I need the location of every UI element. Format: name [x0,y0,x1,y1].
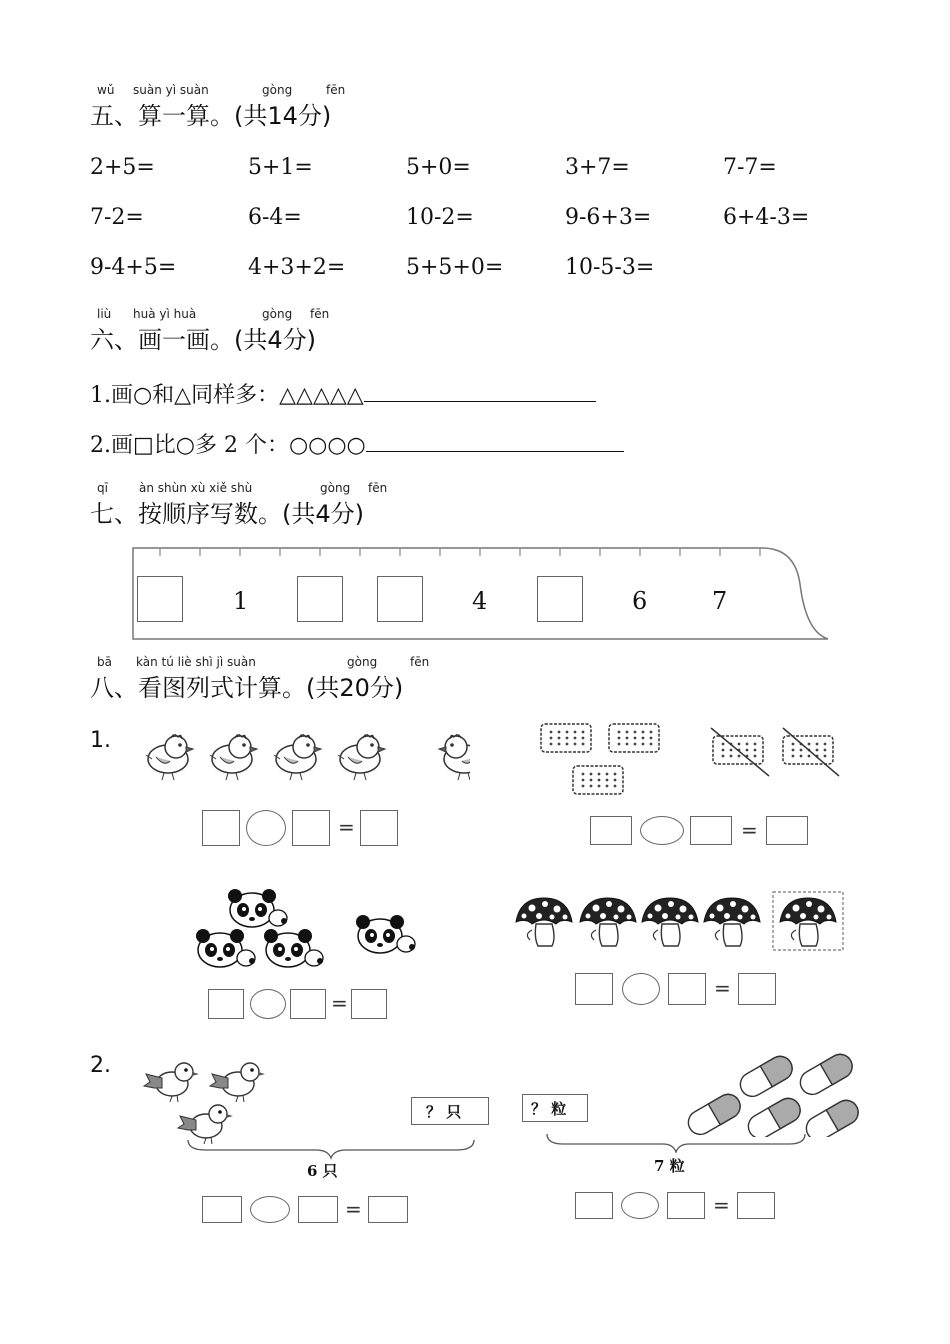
panda-icon [356,915,415,953]
pinyin-fen: fēn [410,655,430,669]
answer-line[interactable] [364,383,596,402]
equation: 9-4+5= [90,255,177,280]
panda-icon [264,929,323,967]
question-1-label: 1. [90,728,111,753]
answer-box[interactable] [208,989,244,1019]
mushroom-icon [704,898,760,946]
pinyin-suan-yi-suan: suàn yì suàn [133,83,209,97]
pills-picture [680,1052,860,1137]
operator-circle[interactable] [250,1196,290,1223]
pill-icon [744,1094,804,1137]
chick-icon [210,735,257,780]
section6-title: 六、画一画。(共4分) [90,326,316,354]
operator-circle[interactable] [640,816,684,845]
pill-question-box [522,1094,588,1122]
answer-box[interactable] [590,816,632,845]
pinyin-fen: fēn [368,481,388,495]
pill-total-label: 7 粒 [654,1157,685,1175]
equation: 6-4= [248,205,302,230]
equals-sign: = [331,991,348,1015]
ruler-answer-box[interactable] [377,576,423,622]
answer-box[interactable] [668,973,706,1005]
pinyin-kan-tu-lie-shi-ji-suan: kàn tú liè shì jì suàn [136,655,256,669]
section5-title: 五、算一算。(共14分) [90,102,332,130]
equation: 4+3+2= [248,255,346,280]
panda-icon [196,929,255,967]
panda-icon [228,889,287,927]
answer-box[interactable] [575,973,613,1005]
bird-brace [186,1138,476,1160]
equation: 10-5-3= [565,255,655,280]
cracker-icon [609,724,659,752]
ruler [130,544,830,642]
operator-circle[interactable] [621,1192,659,1219]
bird-icon [144,1063,199,1102]
pill-icon [736,1052,796,1101]
equation: 9-6+3= [565,205,652,230]
ruler-number-6: 6 [632,587,648,615]
chick-icon [338,735,385,780]
bird-question-box [411,1097,489,1125]
chick-icon [274,735,321,780]
answer-box[interactable] [202,810,240,846]
pill-icon [796,1052,856,1099]
equation: 2+5= [90,155,155,180]
mushroom-icon [642,898,698,946]
draw-item-1 [90,378,596,409]
equation: 5+1= [248,155,313,180]
section8-title: 八、看图列式计算。(共20分) [90,674,404,702]
pinyin-wu: wǔ [97,83,115,97]
pill-icon [684,1090,744,1137]
pill-question-label: ？ 粒 [531,1100,567,1118]
equation: 7-2= [90,205,144,230]
mushroom-icon [516,898,572,946]
answer-box[interactable] [738,973,776,1005]
ruler-answer-box[interactable] [297,576,343,622]
draw-item-2 [90,428,624,459]
draw-item-1-text: 1.画○和△同样多：△△△△△ [90,383,364,408]
pinyin-fen: fēn [326,83,346,97]
chick-icon [439,735,470,780]
answer-box[interactable] [690,816,732,845]
pinyin-gong: gòng [262,83,293,97]
equation: 10-2= [406,205,474,230]
equation: 5+5+0= [406,255,504,280]
answer-box[interactable] [360,810,398,846]
equals-sign: = [713,1193,730,1217]
pill-icon [802,1096,860,1137]
crackers-picture [535,720,845,805]
answer-box[interactable] [298,1196,338,1223]
pinyin-fen: fēn [310,307,330,321]
equation: 5+0= [406,155,471,180]
answer-box[interactable] [292,810,330,846]
mushroom-icon [580,898,636,946]
equation: 7-7= [723,155,777,180]
mushrooms-picture [510,890,850,952]
bird-icon [210,1063,265,1102]
answer-box[interactable] [351,989,387,1019]
answer-box[interactable] [368,1196,408,1223]
ruler-number-4: 4 [472,587,488,615]
answer-box[interactable] [766,816,808,845]
pandas-picture [190,884,430,974]
ruler-answer-box[interactable] [137,576,183,622]
pinyin-hua-yi-hua: huà yì huà [133,307,197,321]
pinyin-gong: gòng [347,655,378,669]
chicks-picture [140,733,470,785]
pinyin-qi: qī [97,481,108,495]
equals-sign: = [714,976,731,1000]
cracker-icon [541,724,591,752]
ruler-number-7: 7 [712,587,728,615]
answer-line[interactable] [366,433,624,452]
ruler-number-1: 1 [233,587,249,615]
answer-box[interactable] [667,1192,705,1219]
equation: 3+7= [565,155,630,180]
pinyin-gong: gòng [320,481,351,495]
operator-circle[interactable] [622,973,660,1005]
answer-box[interactable] [737,1192,775,1219]
answer-box[interactable] [575,1192,613,1219]
cracker-icon-crossed [783,728,839,776]
pinyin-gong: gòng [262,307,293,321]
operator-circle[interactable] [250,989,286,1019]
section7-title: 七、按顺序写数。(共4分) [90,500,364,528]
pinyin-liu: liù [97,307,112,321]
chick-icon [146,735,193,780]
pill-brace [545,1132,807,1154]
ruler-answer-box[interactable] [537,576,583,622]
bird-total-label: 6 只 [307,1162,338,1180]
draw-item-2-text: 2.画□比○多 2 个：○○○○ [90,433,366,458]
equals-sign: = [338,815,355,839]
mushroom-icon [780,898,836,946]
pinyin-ba: bā [97,655,112,669]
equals-sign: = [345,1197,362,1221]
answer-box[interactable] [290,989,326,1019]
answer-box[interactable] [202,1196,242,1223]
question-2-label: 2. [90,1053,111,1078]
operator-circle[interactable] [246,810,286,846]
cracker-icon [573,766,623,794]
birds-picture [140,1058,280,1148]
equation: 6+4-3= [723,205,810,230]
pinyin-an-shun-xu-xie-shu: àn shùn xù xiě shù [139,481,253,495]
bird-question-label: ？ 只 [426,1103,462,1121]
cracker-icon-crossed [711,728,769,776]
equals-sign: = [741,818,758,842]
